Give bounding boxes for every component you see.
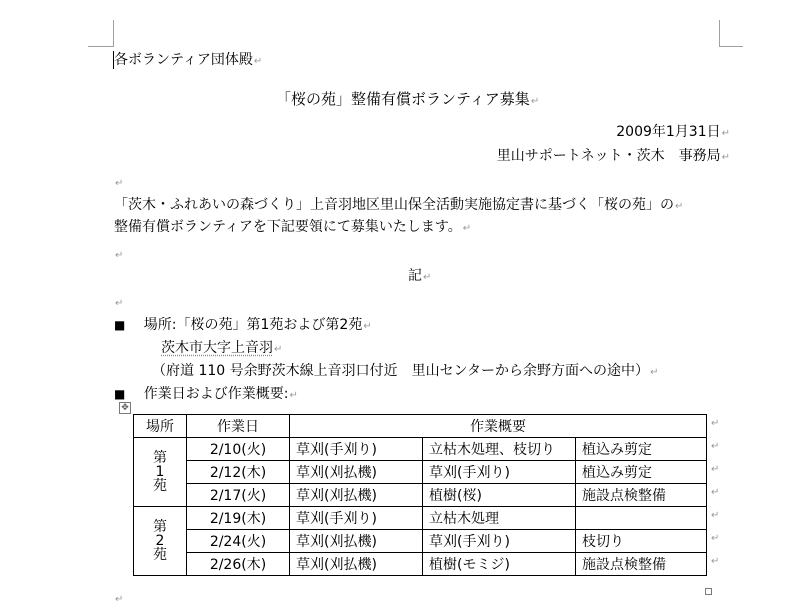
- paragraph-mark-icon: ↵: [462, 223, 472, 234]
- task-cell[interactable]: 植込み剪定: [576, 438, 707, 461]
- task-cell[interactable]: 草刈(刈払機): [290, 484, 423, 507]
- document-title[interactable]: 「桜の苑」整備有償ボランティア募集↵: [276, 90, 540, 108]
- paragraph-mark-icon: ↵: [274, 344, 283, 355]
- task-cell[interactable]: 植樹(モミジ): [423, 553, 576, 576]
- task-cell[interactable]: 植込み剪定: [576, 461, 707, 484]
- paragraph-mark-icon: ↵: [650, 367, 659, 378]
- task-cell[interactable]: 草刈(手刈り): [423, 461, 576, 484]
- task-cell[interactable]: 施設点検整備: [576, 553, 707, 576]
- table-row: [134, 553, 707, 576]
- paragraph-mark-icon: ↵: [363, 321, 372, 332]
- body-line-1[interactable]: 「茨木・ふれあいの森づくり」上音羽地区里山保全活動実施協定書に基づく「桜の苑」の↵: [114, 197, 684, 213]
- site-2-char: 2: [155, 533, 165, 549]
- table-row: [134, 438, 707, 461]
- table-row: [134, 530, 707, 553]
- date-cell[interactable]: 2/19(木): [187, 507, 290, 530]
- paragraph-mark-icon: ↵: [675, 201, 684, 212]
- empty-paragraph[interactable]: [114, 244, 123, 264]
- paragraph-mark-icon: ↵: [289, 390, 298, 401]
- task-cell[interactable]: 草刈(手刈り): [423, 530, 576, 553]
- paragraph-mark-icon: ↵: [530, 96, 540, 107]
- header-site[interactable]: 場所: [134, 415, 187, 438]
- task-cell[interactable]: 枝切り: [576, 530, 707, 553]
- location-item[interactable]: ■ 場所:「桜の苑」第1苑および第2苑↵: [114, 317, 372, 333]
- paragraph-mark-icon: ↵: [423, 272, 432, 283]
- ki-heading[interactable]: 記↵: [408, 268, 432, 284]
- date-cell[interactable]: 2/12(木): [187, 461, 290, 484]
- site-1-char: 苑: [153, 478, 167, 494]
- paragraph-mark-icon: ↵: [721, 152, 730, 163]
- paragraph-mark-icon: ↵: [115, 250, 124, 261]
- site-2-char: 第: [153, 519, 167, 535]
- crop-mark-top-left-v: [113, 20, 114, 46]
- task-cell[interactable]: 立枯木処理: [423, 507, 576, 530]
- bullet-icon: ■: [114, 387, 126, 401]
- empty-paragraph[interactable]: [114, 588, 123, 608]
- task-cell[interactable]: [576, 507, 707, 530]
- task-cell[interactable]: 草刈(刈払機): [290, 530, 423, 553]
- paragraph-mark-icon: ↵: [115, 594, 124, 605]
- task-cell[interactable]: 草刈(刈払機): [290, 461, 423, 484]
- task-cell[interactable]: 立枯木処理、枝切り: [423, 438, 576, 461]
- paragraph-mark-icon: ↵: [253, 56, 263, 67]
- empty-paragraph[interactable]: [114, 292, 123, 312]
- task-cell[interactable]: 草刈(手刈り): [290, 507, 423, 530]
- table-move-handle-icon[interactable]: ✥: [119, 402, 131, 414]
- site-1-char: 1: [155, 464, 165, 480]
- date-cell[interactable]: 2/26(木): [187, 553, 290, 576]
- site-1-char: 第: [153, 450, 167, 466]
- table-row: [134, 461, 707, 484]
- empty-paragraph[interactable]: [114, 172, 123, 192]
- table-row: [134, 484, 707, 507]
- site-2-cell[interactable]: [134, 507, 187, 576]
- row-end-mark-icon: ↵: [711, 510, 720, 521]
- site-2-char: 苑: [153, 547, 167, 563]
- row-end-mark-icon: ↵: [711, 418, 720, 429]
- paragraph-mark-icon: ↵: [115, 298, 124, 309]
- task-cell[interactable]: 施設点検整備: [576, 484, 707, 507]
- addressee[interactable]: 各ボランティア団体殿↵: [114, 52, 263, 68]
- site-1-cell[interactable]: [134, 438, 187, 507]
- row-end-mark-icon: ↵: [711, 533, 720, 544]
- location-note[interactable]: （府道 110 号余野茨木線上音羽口付近 里山センターから余野方面への途中）↵: [152, 363, 659, 379]
- sender[interactable]: 里山サポートネット・茨木 事務局↵: [496, 148, 730, 164]
- crop-mark-top-right-h: [719, 46, 743, 47]
- header-date[interactable]: 作業日: [187, 415, 290, 438]
- task-cell[interactable]: 植樹(桜): [423, 484, 576, 507]
- crop-mark-top-left-h: [88, 46, 114, 47]
- task-cell[interactable]: 草刈(刈払機): [290, 553, 423, 576]
- row-end-mark-icon: ↵: [711, 487, 720, 498]
- table-row: [134, 507, 707, 530]
- date-cell[interactable]: 2/24(火): [187, 530, 290, 553]
- crop-mark-top-right-v: [719, 20, 720, 46]
- paragraph-mark-icon: ↵: [115, 178, 124, 189]
- header-overview[interactable]: 作業概要: [290, 415, 707, 438]
- schedule-item[interactable]: ■ 作業日および作業概要:↵: [114, 386, 298, 402]
- date-cell[interactable]: 2/17(火): [187, 484, 290, 507]
- table-resize-handle[interactable]: [705, 588, 712, 595]
- task-cell[interactable]: 草刈(手刈り): [290, 438, 423, 461]
- paragraph-mark-icon: ↵: [721, 128, 730, 139]
- schedule-table: [133, 414, 707, 576]
- location-address[interactable]: 茨木市大字上音羽↵: [161, 340, 283, 356]
- date-cell[interactable]: 2/10(火): [187, 438, 290, 461]
- row-end-mark-icon: ↵: [711, 556, 720, 567]
- row-end-mark-icon: ↵: [711, 464, 720, 475]
- table-header-row: [134, 415, 707, 438]
- document-date[interactable]: 2009年1月31日↵: [616, 124, 730, 140]
- row-end-mark-icon: ↵: [711, 441, 720, 452]
- body-line-2[interactable]: 整備有償ボランティアを下記要領にて募集いたします。↵: [114, 219, 472, 235]
- bullet-icon: ■: [114, 318, 126, 332]
